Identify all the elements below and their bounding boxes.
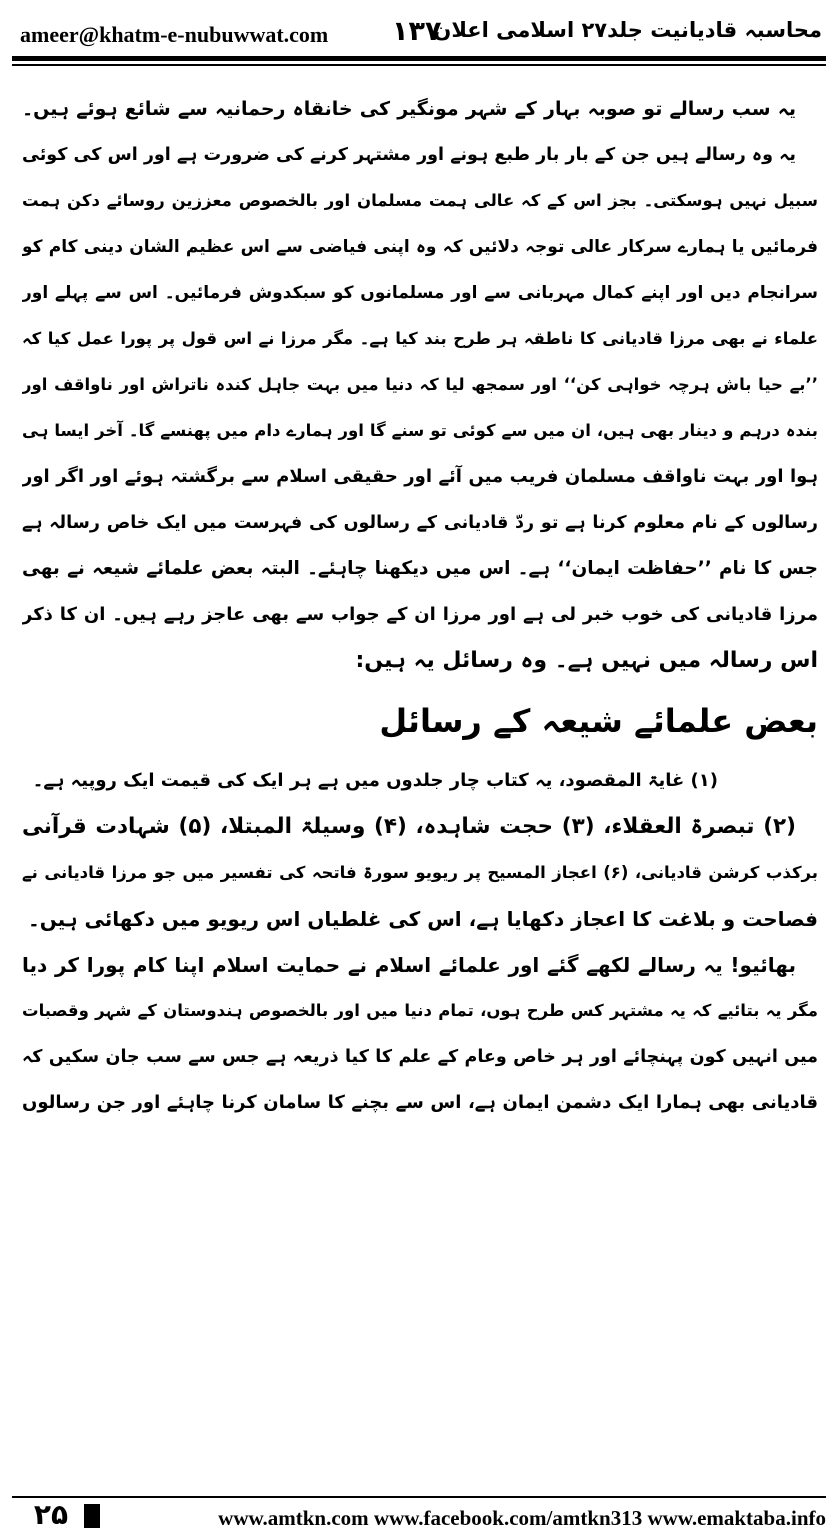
text-line: بندہ درہم و دینار بھی ہیں، ان میں سے کوئی تو سنے گا اور ہمارے دام میں پھنسے گا۔ آخر ایسا ہی — [22, 421, 818, 440]
list-item: فصاحت و بلاغت کا اعجاز دکھایا ہے، اس کی غلطیاں اس ریویو میں دکھائی ہیں۔ — [27, 907, 818, 931]
footer-rule — [12, 1496, 826, 1498]
footer-page-number: ۲۵ — [33, 1498, 69, 1531]
text-line: ’’بے حیا باش ہرچہ خواہی کن‘‘ اور سمجھ لیا کہ دنیا میں بہت جاہل کندہ ناتراش اور ناواقف اور — [22, 375, 818, 394]
text-line: اس رسالہ میں نہیں ہے۔ وہ رسائل یہ ہیں: — [355, 648, 818, 673]
list-item: (۱) غایۃ المقصود، یہ کتاب چار جلدوں میں ہے ہر ایک کی قیمت ایک روپیہ ہے۔ — [32, 770, 718, 791]
text-line: مرزا قادیانی کی خوب خبر لی ہے اور مرزا ان کے جواب سے بھی عاجز رہے ہیں۔ ان کا ذکر — [22, 604, 818, 625]
header-rule-thin — [12, 64, 826, 66]
text-line: یہ سب رسالے تو صوبہ بہار کے شہر مونگیر کی خانقاہ رحمانیہ سے شائع ہوئے ہیں۔ — [22, 98, 796, 120]
header-email: ameer@khatm-e-nubuwwat.com — [20, 22, 329, 47]
text-line: مگر یہ بتائیے کہ یہ مشتہر کس طرح ہوں، تمام دنیا میں اور بالخصوص ہندوستان کے شہر وقصبات — [22, 1001, 818, 1020]
page-header — [12, 8, 826, 54]
header-rule-thick — [12, 56, 826, 61]
page-footer — [12, 1496, 826, 1536]
text-line: یہ وہ رسالے ہیں جن کے بار بار طبع ہونے اور مشتہر کرنے کی ضرورت ہے اور اس کی کوئی — [22, 145, 796, 165]
header-page-number: ١٣٧ — [392, 16, 442, 47]
text-line: قادیانی بھی ہمارا ایک دشمن ایمان ہے، اس سے بچنے کا سامان کرنا چاہئے اور جن رسالوں — [22, 1092, 818, 1113]
text-line: فرمائیں یا ہمارے سرکار عالی توجہ دلائیں کہ وہ اپنی فیاضی سے اس عظیم الشان دینی کام کو — [22, 237, 818, 257]
footer-bar — [84, 1504, 100, 1528]
text-line: جس کا نام ’’حفاظت ایمان‘‘ ہے۔ اس میں دیکھنا چاہئے۔ البتہ بعض علمائے شیعہ نے بھی — [22, 558, 818, 579]
section-heading: بعض علمائے شیعہ کے رسائل — [379, 702, 818, 740]
header-book-title: محاسبہ قادیانیت جلد۲۷ اسلامی اعلان — [433, 18, 822, 42]
body-text — [22, 86, 818, 1126]
text-line: سبیل نہیں ہوسکتی۔ بجز اس کے کہ عالی ہمت مسلمان اور بالخصوص معززین روسائے دکن ہمت — [22, 191, 818, 210]
text-line: علماء نے بھی مرزا قادیانی کا ناطقہ ہر طرح بند کیا ہے۔ مگر مرزا نے اس قول پر پورا عمل کیا کہ — [22, 329, 818, 348]
text-line: رسالوں کے نام معلوم کرنا ہے تو ردّ قادیانی کے رسالوں کی فہرست میں ایک خاص رسالہ ہے — [22, 513, 818, 533]
list-item: برکذب کرشن قادیانی، (۶) اعجاز المسیح پر ریویو سورۃ فاتحہ کی تفسیر میں جو مرزا قادیانی نے — [22, 863, 818, 882]
text-line: سرانجام دیں اور اپنے کمال مہربانی سے اور مسلمانوں کو سبکدوش فرمائیں۔ اس سے پہلے اور — [22, 283, 818, 303]
footer-website-links: www.amtkn.com www.facebook.com/amtkn313 www.emaktaba.info — [218, 1506, 826, 1530]
text-line: بھائیو! یہ رسالے لکھے گئے اور علمائے اسلام نے حمایت اسلام اپنا کام پورا کر دیا — [22, 953, 796, 977]
list-item: (۲) تبصرۃ العقلاء، (۳) حجت شاہدہ، (۴) وسیلۃ المبتلا، (۵) شہادت قرآنی — [22, 814, 796, 839]
text-line: ہوا اور بہت ناواقف مسلمان فریب میں آئے اور حقیقی اسلام سے برگشتہ ہوئے اور اگر اور — [22, 466, 818, 487]
text-line: میں انہیں کون پہنچائے اور ہر خاص وعام کے علم کا کیا ذریعہ ہے جس سے سب جان سکیں کہ — [22, 1047, 818, 1067]
